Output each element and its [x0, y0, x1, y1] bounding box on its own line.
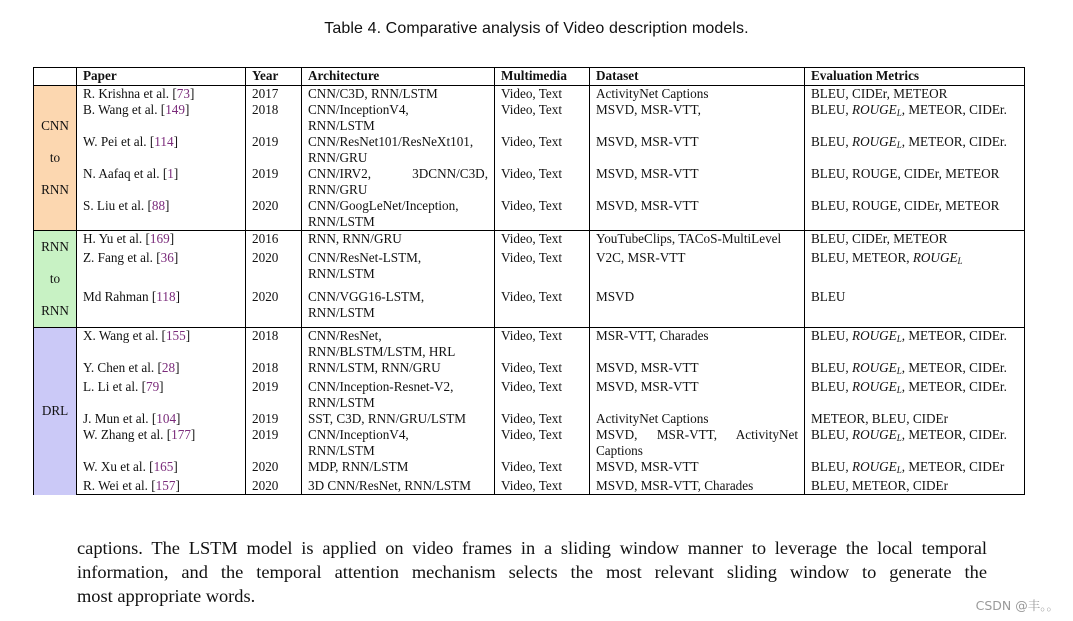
cell-architecture — [302, 231, 495, 251]
table-row — [34, 198, 1025, 231]
cell-metrics — [805, 427, 1025, 459]
cell-metrics — [805, 478, 1025, 495]
cell-line: 3D CNN/ResNet, RNN/LSTM — [308, 478, 472, 493]
cell-line: CNN/InceptionV4, — [308, 102, 409, 117]
table-row — [34, 250, 1025, 288]
cell-line: CNN/C3D, RNN/LSTM — [308, 86, 438, 101]
group-label-line: DRL — [41, 403, 69, 419]
cell-paper — [77, 360, 246, 379]
citation-bracket: ] — [165, 198, 170, 213]
citation-bracket: ] — [159, 379, 164, 394]
metric-text: METEOR, BLEU, CIDEr — [811, 411, 948, 426]
cell-year: 2020 — [246, 289, 302, 328]
column-header-multimedia: Multimedia — [495, 68, 590, 86]
cell-metrics — [805, 459, 1025, 478]
citation-bracket: ] — [175, 288, 180, 304]
paper-author: R. Krishna et al. [ — [83, 86, 177, 101]
metric-rouge-l: ROUGE — [852, 102, 897, 117]
cell-architecture — [302, 86, 495, 103]
cell-dataset — [590, 289, 805, 328]
cell-paper — [77, 134, 246, 166]
metric-subscript: L — [896, 385, 902, 395]
cell-paper — [77, 459, 246, 478]
cell-line: Captions — [596, 443, 643, 458]
cell-line: SST, C3D, RNN/GRU/LSTM — [308, 411, 467, 426]
citation-bracket: ] — [184, 102, 190, 117]
paragraph-line: most appropriate words. — [77, 586, 256, 606]
cell-line: CNN/ResNet-LSTM, — [308, 250, 422, 266]
citation-bracket: ] — [185, 328, 191, 343]
cell-paper — [77, 166, 246, 198]
cell-paper — [77, 86, 246, 103]
cell-metrics — [805, 379, 1025, 411]
group-label-line: CNN — [41, 118, 69, 133]
cell-paper — [77, 328, 246, 361]
cell-line: RNN/LSTM — [308, 395, 375, 410]
cell-line: MSVD, MSR-VTT — [596, 379, 699, 394]
table-row — [34, 86, 1025, 103]
cell-line: RNN/LSTM — [308, 304, 375, 320]
cell-architecture — [302, 102, 495, 134]
table-row — [34, 427, 1025, 459]
paper-citation: 177 — [171, 427, 191, 442]
group-label-line: to — [49, 271, 61, 286]
group-label — [34, 110, 76, 206]
table-row — [34, 102, 1025, 134]
cell-metrics — [805, 231, 1025, 251]
cell-multimedia: Video, Text — [495, 289, 590, 328]
metric-text: BLEU, — [811, 379, 853, 394]
cell-year: 2020 — [246, 198, 302, 231]
paper-author: W. Xu et al. [ — [83, 459, 154, 474]
cell-architecture — [302, 328, 495, 361]
metric-text: , METEOR, CIDEr. — [901, 379, 1007, 394]
cell-dataset — [590, 411, 805, 427]
metric-text: BLEU, — [811, 102, 853, 117]
paper-author: R. Wei et al. [ — [83, 478, 156, 493]
paper-author: Y. Chen et al. [ — [83, 360, 162, 375]
metric-text: BLEU, METEOR, CIDEr — [811, 478, 948, 493]
metric-rouge-l: ROUGE — [852, 459, 897, 474]
metric-text: BLEU, CIDEr, METEOR — [811, 231, 948, 246]
metric-subscript: L — [896, 108, 902, 118]
cell-dataset — [590, 360, 805, 379]
cell-year: 2016 — [246, 231, 302, 251]
paper-citation: 118 — [156, 288, 176, 304]
cell-multimedia: Video, Text — [495, 379, 590, 411]
paper-citation: 169 — [149, 231, 170, 246]
paper-author: Z. Fang et al. [ — [83, 250, 161, 266]
cell-dataset — [590, 134, 805, 166]
cell-metrics — [805, 198, 1025, 231]
cell-dataset — [590, 328, 805, 361]
cell-year: 2019 — [246, 411, 302, 427]
paper-author: S. Liu et al. [ — [83, 198, 152, 213]
table-header-row — [34, 68, 1025, 86]
citation-bracket: ] — [189, 86, 195, 101]
metric-text: , METEOR, CIDEr. — [901, 134, 1007, 149]
paper-citation: 73 — [176, 86, 190, 101]
cell-multimedia: Video, Text — [495, 478, 590, 495]
body-paragraph — [77, 536, 987, 608]
citation-bracket: ] — [175, 360, 180, 375]
paper-author: B. Wang et al. [ — [83, 102, 166, 117]
cell-line: MSVD — [596, 288, 635, 304]
cell-metrics — [805, 86, 1025, 103]
metric-text: BLEU, — [811, 459, 853, 474]
cell-paper — [77, 427, 246, 459]
cell-multimedia: Video, Text — [495, 231, 590, 251]
cell-multimedia: Video, Text — [495, 427, 590, 459]
cell-line: MSVD, MSR-VTT — [596, 459, 699, 474]
citation-bracket: ] — [169, 231, 175, 246]
cell-multimedia: Video, Text — [495, 411, 590, 427]
table-row — [34, 379, 1025, 411]
cell-paper — [77, 411, 246, 427]
group-label-line: RNN — [41, 239, 69, 254]
paper-citation: 165 — [153, 459, 174, 474]
cell-metrics — [805, 166, 1025, 198]
metric-rouge-l: ROUGE — [852, 134, 897, 149]
cell-line: RNN/LSTM — [308, 118, 375, 133]
group-label-drl — [34, 328, 77, 495]
cell-line: RNN/LSTM — [308, 443, 375, 458]
cell-line: RNN/GRU — [308, 150, 368, 165]
cell-dataset — [590, 478, 805, 495]
cell-line: ActivityNet Captions — [596, 411, 709, 426]
cell-architecture — [302, 198, 495, 231]
cell-multimedia: Video, Text — [495, 102, 590, 134]
cell-multimedia: Video, Text — [495, 166, 590, 198]
cell-paper — [77, 250, 246, 288]
cell-paper — [77, 289, 246, 328]
metric-text: BLEU, CIDEr, METEOR — [811, 86, 948, 101]
group-label — [34, 231, 76, 327]
paper-author: W. Pei et al. [ — [83, 134, 155, 149]
metric-text: BLEU, ROUGE, CIDEr, METEOR — [811, 166, 1000, 181]
watermark: CSDN @丰。。 — [975, 598, 1059, 613]
table-row — [34, 289, 1025, 328]
cell-line: MSVD, MSR-VTT — [596, 134, 699, 149]
cell-paper — [77, 198, 246, 231]
paper-citation: 1 — [167, 166, 174, 181]
citation-bracket: ] — [175, 478, 180, 493]
cell-line: YouTubeClips, TACoS-MultiLevel — [596, 231, 782, 246]
metric-subscript: L — [896, 366, 902, 376]
group-label-rnn_rnn — [34, 231, 77, 328]
cell-line: MSVD, MSR-VTT — [596, 360, 699, 375]
citation-bracket: ] — [173, 250, 179, 266]
cell-architecture — [302, 427, 495, 459]
cell-year: 2019 — [246, 427, 302, 459]
paper-author: N. Aafaq et al. [ — [83, 166, 168, 181]
cell-metrics — [805, 134, 1025, 166]
paper-citation: 114 — [154, 134, 174, 149]
metric-subscript: L — [896, 140, 902, 150]
cell-dataset — [590, 86, 805, 103]
paper-citation: 79 — [145, 379, 160, 394]
cell-year: 2020 — [246, 459, 302, 478]
cell-line: MDP, RNN/LSTM — [308, 459, 409, 474]
metric-text: BLEU, — [811, 134, 853, 149]
cell-metrics — [805, 360, 1025, 379]
cell-year: 2020 — [246, 250, 302, 288]
cell-metrics — [805, 102, 1025, 134]
cell-line: MSVD, MSR-VTT — [596, 166, 699, 181]
metric-subscript: L — [896, 433, 902, 443]
metric-text: BLEU, — [811, 360, 853, 375]
cell-line: MSVD, MSR-VTT, Charades — [596, 478, 754, 493]
cell-architecture — [302, 360, 495, 379]
paragraph-line: captions. The LSTM model is applied on video frames in a sliding window manner to leverage the local temporal — [77, 538, 987, 558]
group-label-cnn_rnn — [34, 86, 77, 231]
cell-line: CNN/ResNet101/ResNeXt101, — [308, 134, 474, 149]
cell-year: 2018 — [246, 102, 302, 134]
cell-multimedia: Video, Text — [495, 86, 590, 103]
cell-line: RNN/GRU — [308, 182, 368, 197]
cell-architecture — [302, 289, 495, 328]
cell-multimedia: Video, Text — [495, 134, 590, 166]
citation-bracket: ] — [173, 134, 178, 149]
group-label — [34, 403, 76, 419]
cell-paper — [77, 231, 246, 251]
paper-citation: 155 — [165, 328, 186, 343]
cell-year: 2019 — [246, 379, 302, 411]
cell-year: 2017 — [246, 86, 302, 103]
cell-line: MSVD, MSR-VTT — [596, 198, 699, 213]
metric-subscript: L — [957, 256, 963, 267]
cell-line: MSR-VTT, Charades — [596, 328, 709, 343]
cell-paper — [77, 102, 246, 134]
cell-dataset — [590, 102, 805, 134]
cell-line: CNN/VGG16-LSTM, — [308, 288, 425, 304]
table-row — [34, 411, 1025, 427]
cell-line: RNN/BLSTM/LSTM, HRL — [308, 344, 456, 359]
cell-year: 2018 — [246, 328, 302, 361]
paper-citation: 104 — [156, 411, 177, 426]
table-row — [34, 360, 1025, 379]
table-row — [34, 231, 1025, 251]
cell-multimedia: Video, Text — [495, 459, 590, 478]
metric-rouge-l: ROUGE — [852, 427, 897, 442]
group-column-header — [34, 68, 77, 86]
metric-text: , METEOR, CIDEr. — [901, 102, 1007, 117]
cell-line: RNN/LSTM — [308, 214, 375, 229]
metric-text: BLEU, — [811, 427, 853, 442]
cell-metrics — [805, 289, 1025, 328]
cell-line: CNN/IRV2, 3DCNN/C3D, — [308, 166, 488, 181]
metric-rouge-l: ROUGE — [852, 379, 897, 394]
table-row — [34, 459, 1025, 478]
table-caption: Table 4. Comparative analysis of Video description models. — [324, 20, 749, 37]
cell-line: CNN/Inception-Resnet-V2, — [308, 379, 454, 394]
paper-citation: 88 — [151, 198, 166, 213]
paper-citation: 157 — [155, 478, 176, 493]
cell-line: CNN/InceptionV4, — [308, 427, 409, 442]
paper-citation: 36 — [160, 250, 174, 266]
group-label-line: to — [49, 150, 61, 165]
cell-multimedia: Video, Text — [495, 328, 590, 361]
paper-author: Md Rahman [ — [83, 288, 157, 304]
paper-author: H. Yu et al. [ — [83, 231, 150, 246]
paragraph-line: information, and the temporal attention mechanism selects the most relevant sliding window to generate the — [77, 562, 987, 582]
metric-text: , METEOR, CIDEr. — [901, 360, 1007, 375]
cell-multimedia: Video, Text — [495, 250, 590, 288]
paper-citation: 149 — [165, 102, 185, 117]
paper-author: W. Zhang et al. [ — [83, 427, 172, 442]
citation-bracket: ] — [190, 427, 196, 442]
paper-author: L. Li et al. [ — [83, 379, 146, 394]
cell-dataset — [590, 231, 805, 251]
cell-multimedia: Video, Text — [495, 198, 590, 231]
metric-rouge-l: ROUGE — [852, 328, 897, 343]
group-label-line: RNN — [41, 182, 69, 197]
metric-text: BLEU, ROUGE, CIDEr, METEOR — [811, 198, 1000, 213]
table-row — [34, 328, 1025, 361]
cell-architecture — [302, 478, 495, 495]
table-row — [34, 134, 1025, 166]
column-header-year: Year — [246, 68, 302, 86]
cell-year: 2019 — [246, 134, 302, 166]
metric-text: , METEOR, CIDEr. — [901, 427, 1007, 442]
citation-bracket: ] — [173, 166, 179, 181]
cell-line: ActivityNet Captions — [596, 86, 709, 101]
column-header-architecture: Architecture — [302, 68, 495, 86]
cell-dataset — [590, 198, 805, 231]
cell-line: V2C, MSR-VTT — [596, 250, 686, 266]
metric-text: BLEU — [811, 288, 846, 304]
cell-line: MSVD, MSR-VTT, — [596, 102, 701, 117]
cell-architecture — [302, 411, 495, 427]
citation-bracket: ] — [176, 411, 181, 426]
table-row — [34, 166, 1025, 198]
cell-metrics — [805, 411, 1025, 427]
column-header-paper: Paper — [77, 68, 246, 86]
metric-subscript: L — [896, 465, 902, 475]
paper-author: J. Mun et al. [ — [83, 411, 157, 426]
metric-text: BLEU, METEOR, — [811, 250, 913, 266]
cell-metrics — [805, 328, 1025, 361]
cell-dataset — [590, 427, 805, 459]
paper-author: X. Wang et al. [ — [83, 328, 166, 343]
cell-dataset — [590, 459, 805, 478]
cell-line: RNN/LSTM, RNN/GRU — [308, 360, 441, 375]
cell-architecture — [302, 379, 495, 411]
metric-rouge-l: ROUGE — [912, 250, 958, 266]
comparison-table — [33, 67, 1025, 495]
cell-architecture — [302, 166, 495, 198]
column-header-dataset: Dataset — [590, 68, 805, 86]
cell-line: RNN/LSTM — [308, 266, 375, 282]
metric-rouge-l: ROUGE — [852, 360, 897, 375]
metric-subscript: L — [896, 334, 902, 344]
cell-line: MSVD, MSR-VTT, ActivityNet — [596, 427, 798, 442]
metric-text: , METEOR, CIDEr — [901, 459, 1005, 474]
group-label-line: RNN — [41, 303, 69, 318]
cell-multimedia: Video, Text — [495, 360, 590, 379]
cell-dataset — [590, 250, 805, 288]
cell-year: 2019 — [246, 166, 302, 198]
table-row — [34, 478, 1025, 495]
cell-architecture — [302, 134, 495, 166]
paper-citation: 28 — [161, 360, 176, 375]
cell-paper — [77, 379, 246, 411]
citation-bracket: ] — [173, 459, 178, 474]
cell-line: RNN, RNN/GRU — [308, 231, 402, 246]
cell-architecture — [302, 459, 495, 478]
cell-dataset — [590, 379, 805, 411]
cell-architecture — [302, 250, 495, 288]
cell-dataset — [590, 166, 805, 198]
cell-year: 2018 — [246, 360, 302, 379]
cell-year: 2020 — [246, 478, 302, 495]
cell-line: CNN/ResNet, — [308, 328, 382, 343]
metric-text: , METEOR, CIDEr. — [901, 328, 1007, 343]
cell-line: CNN/GoogLeNet/Inception, — [308, 198, 459, 213]
metric-text: BLEU, — [811, 328, 853, 343]
cell-metrics — [805, 250, 1025, 288]
cell-paper — [77, 478, 246, 495]
column-header-evaluation-metrics: Evaluation Metrics — [805, 68, 1025, 86]
